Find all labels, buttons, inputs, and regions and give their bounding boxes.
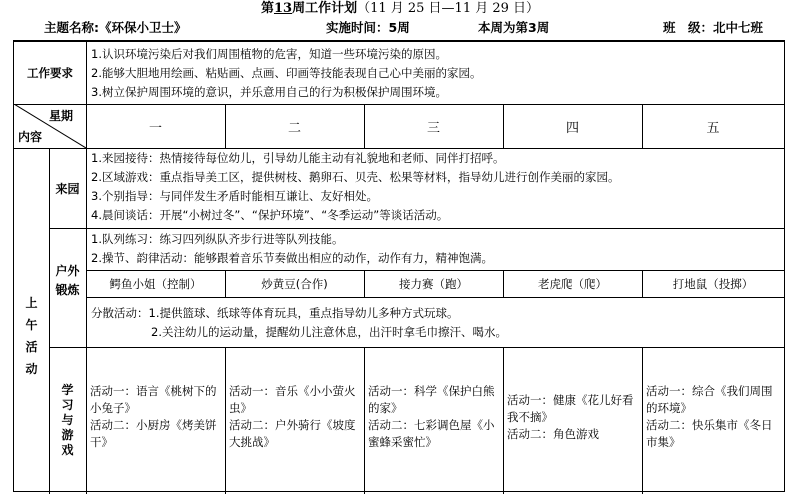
- class-name: 班 级：北中七班: [663, 20, 764, 35]
- work-requirements-label: 工作要求: [27, 66, 73, 80]
- game-mon: 鳄鱼小姐（控制）: [109, 276, 202, 291]
- learning-line: 活动二：角色游戏: [507, 427, 599, 441]
- requirement-item: 1.认识环境污染后对我们周围植物的危害，知道一些环境污染的原因。: [91, 47, 447, 61]
- learning-line: 大挑战》: [229, 435, 275, 449]
- learning-line: 活动一：语言《桃树下的: [90, 384, 217, 398]
- game-fri: 打地鼠（投掷）: [672, 276, 754, 291]
- requirement-item: 2.能够大胆地用绘画、粘贴画、点画、印画等技能表现自己心中美丽的家园。: [91, 66, 482, 80]
- corner-weekday-label: 星期: [49, 109, 74, 123]
- weekly-plan-table: [13, 40, 785, 492]
- learning-line: 活动一：科学《保护白熊: [368, 384, 495, 398]
- learning-line: 我不摘》: [507, 410, 553, 424]
- arrival-item: 1.来园接待：热情接待每位幼儿，引导幼儿能主动有礼貌地和老师、同伴打招呼。: [91, 151, 505, 165]
- learning-label-char: 戏: [61, 443, 74, 457]
- outdoor-label-line: 户外: [55, 264, 80, 278]
- learning-label: [49, 383, 86, 458]
- work-requirements-list: [91, 45, 781, 102]
- game-tue: 炒黄豆(合作): [261, 276, 328, 291]
- arrival-item: 4.晨间谈话：开展“小树过冬”、“保护环境”、“冬季运动”等谈话活动。: [91, 208, 449, 222]
- learning-tue: [225, 371, 364, 451]
- outdoor-list: [91, 230, 781, 268]
- learning-line: 干》: [90, 435, 113, 449]
- learning-mon: [86, 371, 225, 451]
- arrival-item: 2.区域游戏：重点指导美工区，提供树枝、鹅卵石、贝壳、松果等材料，指导幼儿进行创作美丽的家园。: [91, 170, 620, 184]
- learning-line: 虫》: [229, 401, 252, 415]
- learning-line: 蜜蜂采蜜忙》: [368, 435, 437, 449]
- learning-line: 活动二：小厨房《烤美饼: [90, 418, 217, 432]
- day-header-tue: 二: [287, 120, 301, 136]
- learning-fri: [642, 371, 784, 451]
- plan-title: [0, 0, 800, 17]
- day-header-wed: 三: [426, 120, 440, 136]
- morning-label-char: 上: [25, 296, 38, 310]
- morning-activities-label: [14, 292, 49, 380]
- morning-label-char: 活: [25, 340, 38, 354]
- learning-label-char: 学: [61, 383, 74, 397]
- learning-label-char: 游: [61, 428, 74, 442]
- game-thu: 老虎爬（爬）: [538, 276, 607, 291]
- free-activity-line: 分散活动：1.提供篮球、纸球等体育玩具，重点指导幼儿多种方式玩球。: [91, 306, 459, 320]
- arrival-item: 3.个别指导：与同伴发生矛盾时能相互谦让、友好相处。: [91, 189, 378, 203]
- free-activity-line: 2.关注幼儿的运动量，提醒幼儿注意休息，出汗时拿毛巾擦汗、喝水。: [151, 325, 507, 339]
- learning-wed: [364, 371, 503, 451]
- free-activity: [91, 304, 781, 342]
- learning-line: 活动二：七彩调色屋《小: [368, 418, 495, 432]
- learning-line: 小兔子》: [90, 401, 136, 415]
- learning-line: 活动一：健康《花儿好看: [507, 393, 634, 407]
- corner-content-label: 内容: [18, 130, 43, 144]
- arrival-list: [91, 149, 781, 225]
- arrival-label: 来园: [55, 181, 80, 196]
- theme-name: 主题名称:《环保小卫士》: [44, 20, 187, 35]
- outdoor-label-line: 锻炼: [55, 283, 80, 297]
- learning-line: 活动一：综合《我们周围: [646, 384, 773, 398]
- outdoor-item: 1.队列练习：练习四列纵队齐步行进等队列技能。: [91, 232, 344, 246]
- day-header-thu: 四: [565, 120, 579, 136]
- week-number: 13: [273, 1, 293, 16]
- learning-label-char: 与: [61, 413, 74, 427]
- learning-label-char: 习: [61, 398, 74, 412]
- learning-line: 市集》: [646, 435, 681, 449]
- learning-thu: [503, 380, 642, 443]
- morning-label-char: 动: [25, 362, 38, 376]
- learning-line: 活动二：快乐集市《冬日: [646, 418, 773, 432]
- date-range: （11 月 25 日—11 月 29 日）: [357, 1, 540, 16]
- learning-line: 活动二：户外骑行《坡度: [229, 418, 356, 432]
- outdoor-label: [49, 262, 86, 300]
- title-suffix: 周工作计划: [292, 1, 358, 16]
- learning-line: 的家》: [368, 401, 403, 415]
- learning-line: 的环境》: [646, 401, 692, 415]
- requirement-item: 3.树立保护周围环境的意识，并乐意用自己的行为积极保护周围环境。: [91, 85, 447, 99]
- learning-line: 活动一：音乐《小小萤火: [229, 384, 356, 398]
- outdoor-item: 2.操节、韵律活动：能够跟着音乐节奏做出相应的动作，动作有力，精神饱满。: [91, 251, 493, 265]
- game-wed: 接力赛（跑）: [399, 276, 468, 291]
- implementation-duration: 实施时间：5周: [326, 20, 410, 35]
- morning-label-char: 午: [25, 318, 38, 332]
- day-header-mon: 一: [148, 120, 162, 136]
- title-prefix: 第: [260, 1, 274, 16]
- day-header-fri: 五: [706, 120, 720, 136]
- current-week: 本周为第3周: [478, 20, 550, 35]
